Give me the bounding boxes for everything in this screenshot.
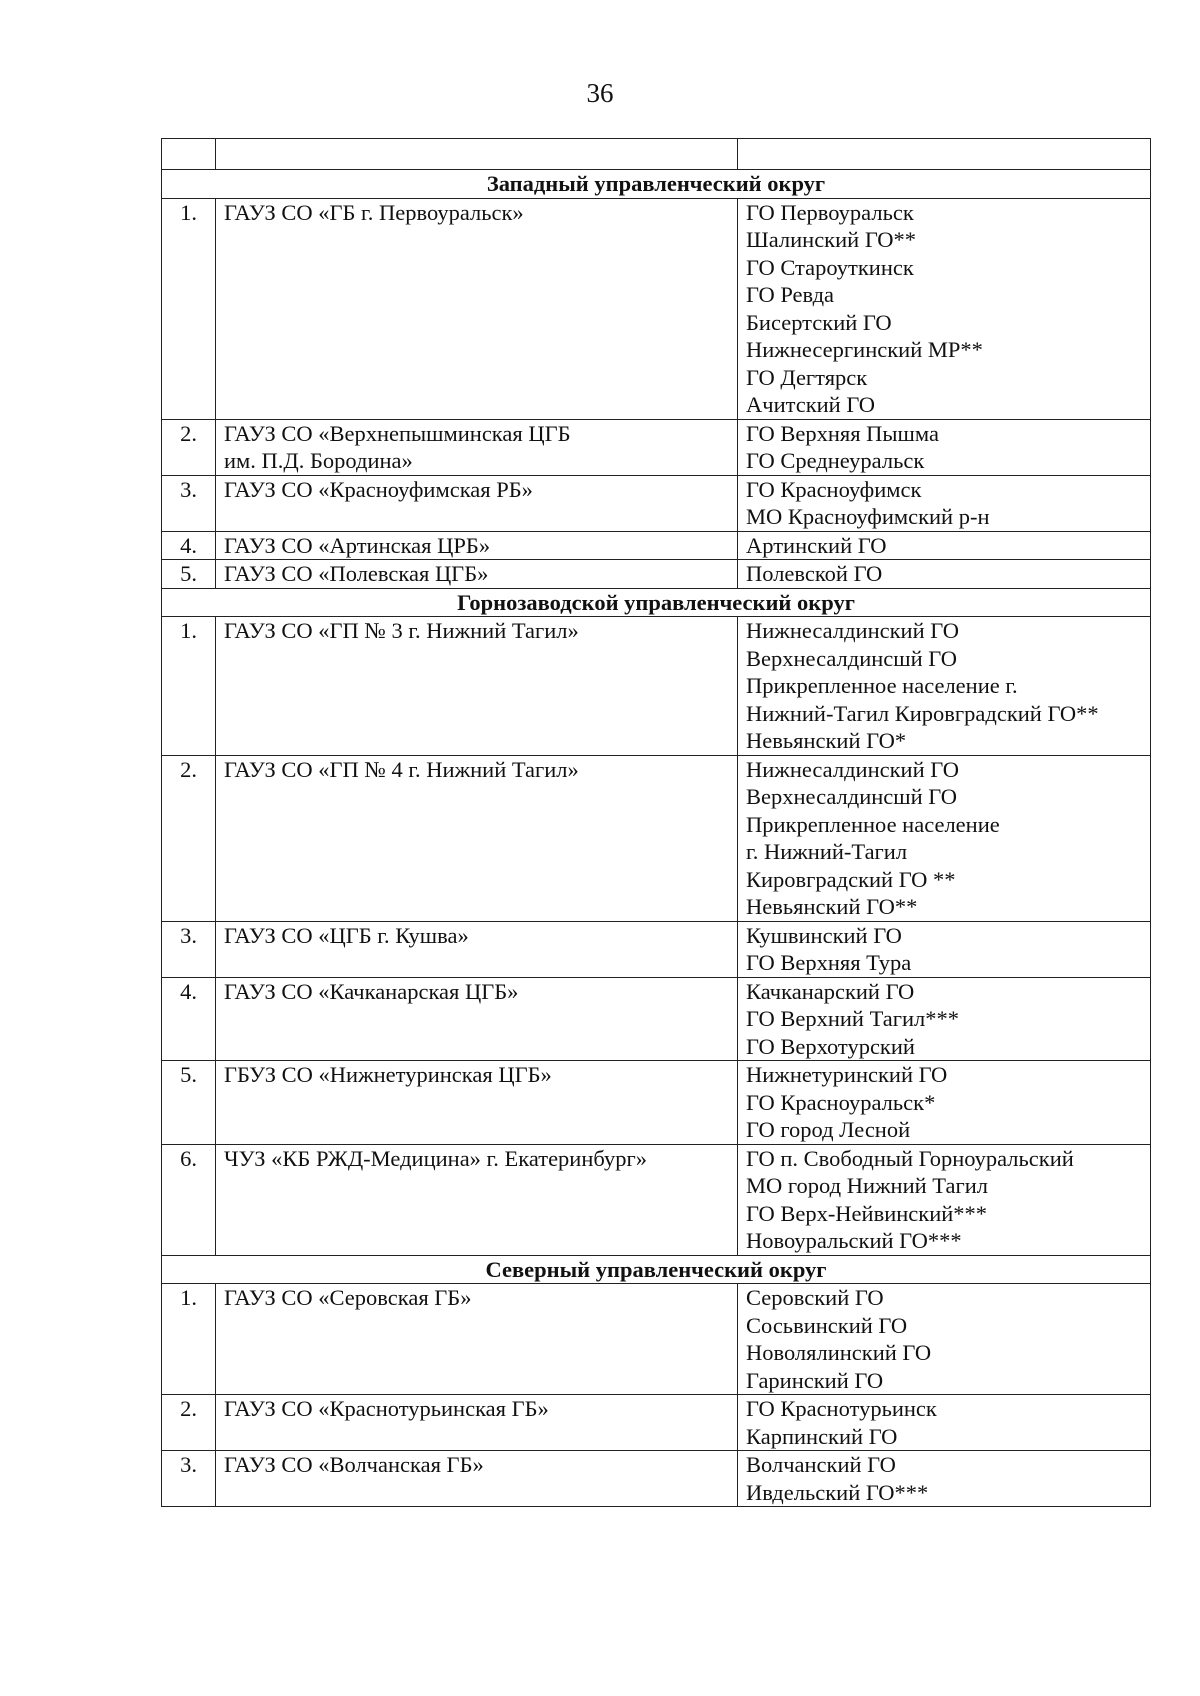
table-row [162, 419, 1151, 475]
organization-cell [216, 1284, 738, 1395]
area-name: Шалинский ГО** [746, 227, 917, 252]
organization-cell [216, 475, 738, 531]
header-blank-row [162, 139, 1151, 170]
area-name: Нижнесалдинский ГО [746, 618, 959, 643]
area-name: Артинский ГО [746, 532, 887, 558]
area-name: Ачитский ГО [746, 392, 876, 417]
area-name: ГО Красноуральск* [746, 1089, 936, 1115]
area-name: Сосьвинский ГО [746, 1312, 908, 1338]
area-name: Новоуральский ГО*** [746, 1228, 962, 1253]
areas-cell [738, 198, 1151, 419]
organization-name: ГАУЗ СО «ГП № 3 г. Нижний Тагил» [224, 618, 579, 643]
area-name: Верхнесалдинсшй ГО [746, 645, 957, 671]
area-name: Нижнесергинский МР** [746, 337, 983, 362]
area-name: ГО Среднеуральск [746, 448, 925, 473]
organization-name: ГАУЗ СО «Артинская ЦРБ» [224, 532, 491, 558]
table-row [162, 475, 1151, 531]
table-row [162, 1284, 1151, 1395]
organization-cell [216, 419, 738, 475]
row-number: 4. [162, 531, 216, 560]
area-name: Прикрепленное население г. [746, 673, 1018, 698]
row-number: 1. [162, 617, 216, 756]
areas-cell [738, 921, 1151, 977]
areas-cell [738, 1284, 1151, 1395]
table-row [162, 1144, 1151, 1255]
table-row [162, 755, 1151, 921]
organization-cell [216, 617, 738, 756]
area-name: ГО Верх-Нейвинский*** [746, 1200, 988, 1226]
areas-cell [738, 1451, 1151, 1507]
organization-cell [216, 1395, 738, 1451]
row-number: 2. [162, 419, 216, 475]
areas-cell [738, 1061, 1151, 1145]
organization-cell [216, 560, 738, 589]
organization-name: ГАУЗ СО «ГБ г. Первоуральск» [224, 199, 524, 225]
area-name: ГО Верхняя Пышма [746, 420, 939, 446]
area-name: Новолялинский ГО [746, 1340, 932, 1365]
organization-cell [216, 198, 738, 419]
organization-cell [216, 977, 738, 1061]
row-number: 1. [162, 198, 216, 419]
organization-name: ГАУЗ СО «Качканарская ЦГБ» [224, 978, 519, 1004]
row-number: 2. [162, 755, 216, 921]
organization-name: ГАУЗ СО «Полевская ЦГБ» [224, 561, 489, 586]
organization-cell [216, 531, 738, 560]
area-name: Полевской ГО [746, 561, 883, 586]
area-name: Ивдельский ГО*** [746, 1479, 929, 1505]
table-row [162, 560, 1151, 589]
area-name: Верхнесалдинсшй ГО [746, 784, 957, 809]
area-name: Нижнесалдинский ГО [746, 756, 959, 782]
district-title: Западный управленческий округ [162, 170, 1151, 199]
blank-cell [738, 139, 1151, 170]
row-number: 3. [162, 1451, 216, 1507]
areas-cell [738, 560, 1151, 589]
area-name: Нижнетуринский ГО [746, 1062, 948, 1087]
district-header-row [162, 1255, 1151, 1284]
areas-cell [738, 1144, 1151, 1255]
area-name: ГО Красноуфимск [746, 476, 922, 502]
area-name: Серовский ГО [746, 1285, 884, 1310]
area-name: ГО город Лесной [746, 1117, 911, 1142]
blank-cell [162, 139, 216, 170]
districts-table [161, 138, 1151, 1507]
table-row [162, 617, 1151, 756]
table-row [162, 1395, 1151, 1451]
area-name: ГО Верхний Тагил*** [746, 1006, 959, 1031]
district-title: Северный управленческий округ [162, 1255, 1151, 1284]
page-number: 36 [586, 78, 614, 108]
area-name: МО Красноуфимский р-н [746, 504, 990, 529]
area-name: Кировградский ГО ** [746, 866, 956, 892]
area-name: ГО Дегтярск [746, 364, 868, 390]
organization-name: ГАУЗ СО «Красноуфимская РБ» [224, 476, 533, 502]
table-row [162, 921, 1151, 977]
table-row [162, 1061, 1151, 1145]
area-name: ГО Староуткинск [746, 254, 914, 280]
row-number: 3. [162, 475, 216, 531]
area-name: ГО Верхотурский [746, 1033, 915, 1059]
area-name: Невьянский ГО** [746, 894, 918, 919]
organization-name: ГАУЗ СО «Волчанская ГБ» [224, 1452, 484, 1477]
district-header-row [162, 170, 1151, 199]
areas-cell [738, 617, 1151, 756]
row-number: 2. [162, 1395, 216, 1451]
area-name: г. Нижний-Тагил [746, 839, 908, 864]
area-name: Гаринский ГО [746, 1367, 884, 1393]
row-number: 5. [162, 1061, 216, 1145]
area-name: Кушвинский ГО [746, 922, 902, 948]
row-number: 1. [162, 1284, 216, 1395]
area-name: ГО п. Свободный Горноуральский [746, 1145, 1074, 1171]
area-name: Волчанский ГО [746, 1452, 896, 1477]
area-name: ГО Верхняя Тура [746, 950, 912, 975]
area-name: ГО Краснотурьинск [746, 1396, 937, 1421]
organization-cell [216, 1061, 738, 1145]
organization-cell [216, 921, 738, 977]
area-name: Бисертский ГО [746, 309, 892, 335]
organization-cell [216, 1451, 738, 1507]
table-row [162, 531, 1151, 560]
row-number: 4. [162, 977, 216, 1061]
district-header-row [162, 588, 1151, 617]
organization-name: ГАУЗ СО «ЦГБ г. Кушва» [224, 922, 469, 948]
blank-cell [216, 139, 738, 170]
organization-cell [216, 1144, 738, 1255]
row-number: 5. [162, 560, 216, 589]
areas-cell [738, 1395, 1151, 1451]
area-name: Карпинский ГО [746, 1423, 898, 1449]
table-row [162, 1451, 1151, 1507]
organization-name: ГАУЗ СО «Верхнепышминская ЦГБ [224, 420, 571, 446]
areas-cell [738, 531, 1151, 560]
areas-cell [738, 755, 1151, 921]
table-row [162, 198, 1151, 419]
area-name: МО город Нижний Тагил [746, 1173, 988, 1198]
row-number: 6. [162, 1144, 216, 1255]
organization-cell [216, 755, 738, 921]
organization-name: ЧУЗ «КБ РЖД-Медицина» г. Екатеринбург» [224, 1145, 647, 1171]
organization-name: ГАУЗ СО «Краснотурьинская ГБ» [224, 1396, 549, 1421]
row-number: 3. [162, 921, 216, 977]
area-name: Нижний-Тагил Кировградский ГО** [746, 700, 1099, 726]
organization-name: ГБУЗ СО «Нижнетуринская ЦГБ» [224, 1062, 552, 1087]
organization-name: ГАУЗ СО «Серовская ГБ» [224, 1285, 472, 1310]
district-title: Горнозаводской управленческий округ [162, 588, 1151, 617]
areas-cell [738, 419, 1151, 475]
table-row [162, 977, 1151, 1061]
areas-cell [738, 475, 1151, 531]
area-name: Невьянский ГО* [746, 728, 907, 753]
area-name: ГО Первоуральск [746, 199, 914, 225]
area-name: Качканарский ГО [746, 978, 915, 1004]
organization-name: им. П.Д. Бородина» [224, 448, 413, 473]
area-name: ГО Ревда [746, 282, 835, 307]
area-name: Прикрепленное население [746, 811, 1000, 837]
areas-cell [738, 977, 1151, 1061]
organization-name: ГАУЗ СО «ГП № 4 г. Нижний Тагил» [224, 756, 579, 782]
